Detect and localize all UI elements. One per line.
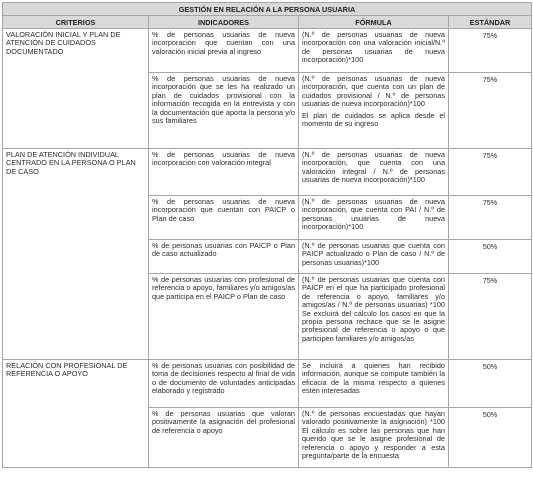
- standard-cell: 75%: [449, 29, 532, 73]
- formula-cell: [299, 73, 449, 149]
- standard-cell: 75%: [449, 274, 532, 360]
- standard-cell: 75%: [449, 73, 532, 149]
- header-criterios: CRITERIOS: [3, 16, 149, 29]
- standard-cell: 50%: [449, 240, 532, 274]
- criterion-cell: RELACIÓN CON PROFESIONAL DE REFERENCIA O APOYO: [3, 360, 149, 468]
- header-estandar: ESTÁNDAR: [449, 16, 532, 29]
- indicator-cell: % de personas usuarias con PAICP o Plan de caso actualizado: [149, 240, 299, 274]
- table-row: [3, 29, 532, 73]
- formula-cell: (N.º de personas usuarias de nueva incorporación, que cuenta con PAI / N.º de personas usuarias de nueva incorporación)*100: [299, 196, 449, 240]
- formula-text: (N.º de personas usuarias de nueva incorporación, que cuenta con un plan de cuidados provisional / N.º de personas usuarias de nueva incorporación)*100: [302, 74, 445, 109]
- standard-cell: 75%: [449, 196, 532, 240]
- table-header-row: [3, 16, 532, 29]
- formula-note: El plan de cuidados se aplica desde el momento de su ingreso: [302, 110, 445, 129]
- formula-cell: (N.º de personas usuarias que cuenta con PAICP actualizado o Plan de caso / N.º de personas usuarias)*100: [299, 240, 449, 274]
- indicator-cell: % de personas usuarias que valoran positivamente la asignación del profesional de referencia o apoyo: [149, 408, 299, 468]
- formula-cell: Se incluirá a quienes han recibido información, aunque se compute también la eficacia de la misma respecto a quienes estén interesadas: [299, 360, 449, 408]
- criterion-cell: VALORACIÓN INICIAL Y PLAN DE ATENCIÓN DE CUIDADOS DOCUMENTADO: [3, 29, 149, 149]
- criterion-cell: PLAN DE ATENCIÓN INDIVIDUAL CENTRADO EN LA PERSONA O PLAN DE CASO: [3, 149, 149, 360]
- header-formula: FÓRMULA: [299, 16, 449, 29]
- table-row: [3, 149, 532, 196]
- table-title: GESTIÓN EN RELACIÓN A LA PERSONA USUARIA: [3, 3, 532, 16]
- indicator-cell: % de personas usuarias con profesional de referencia o apoyo, familiares y/o amigos/as que participa en el PAICP o Plan de caso: [149, 274, 299, 360]
- standard-cell: 75%: [449, 149, 532, 196]
- quality-indicators-document: [2, 2, 531, 468]
- indicators-table: [2, 2, 532, 468]
- indicator-cell: % de personas usuarias de nueva incorporación que se les ha realizado un plan de cuidados provisional con la información recogida en la entrevista y con la documentación que aporta la persona y/o sus familiares: [149, 73, 299, 149]
- table-row: [3, 360, 532, 408]
- formula-cell: (N.º de personas encuestadas que hayan valorado positivamente la asignación) *100 El cálculo es sobre las personas que han querido que se le asigne profesional de referencia o apoyo y responder a esta pregunta/parte de la encuesta: [299, 408, 449, 468]
- standard-cell: 50%: [449, 408, 532, 468]
- formula-cell: (N.º de personas usuarias de nueva incorporación, que cuenta con una valoración integral / N.º de personas usuarias de nueva incorporación)*100: [299, 149, 449, 196]
- indicator-cell: % de personas usuarias de nueva incorporación que cuentan con PAICP o Plan de caso: [149, 196, 299, 240]
- formula-cell: (N.º de personas usuarias que cuenta con PAICP en el que ha participado profesional de referencia o apoyo, familiares y/o amigos/as / N.º de personas usuarias) *100 Se excluirá del cálculo los casos en que la propia persona rechace que se le asigne profesional de referencia o apoyo o que participen familiares y/o amigos/as: [299, 274, 449, 360]
- formula-cell: (N.º de personas usuarias de nueva incorporación con una valoración inicial/N.º de personas usuarias de nueva incorporación)*100: [299, 29, 449, 73]
- table-title-row: [3, 3, 532, 16]
- standard-cell: 50%: [449, 360, 532, 408]
- indicator-cell: % de personas usuarias de nueva incorporación con valoración integral: [149, 149, 299, 196]
- indicator-cell: % de personas usuarias con posibilidad de toma de decisiones respecto al final de vida o de documento de voluntades anticipadas elaborado y registrado: [149, 360, 299, 408]
- indicator-cell: % de personas usuarias de nueva incorporación que cuentan con una valoración inicial previa al ingreso: [149, 29, 299, 73]
- header-indicadores: INDICADORES: [149, 16, 299, 29]
